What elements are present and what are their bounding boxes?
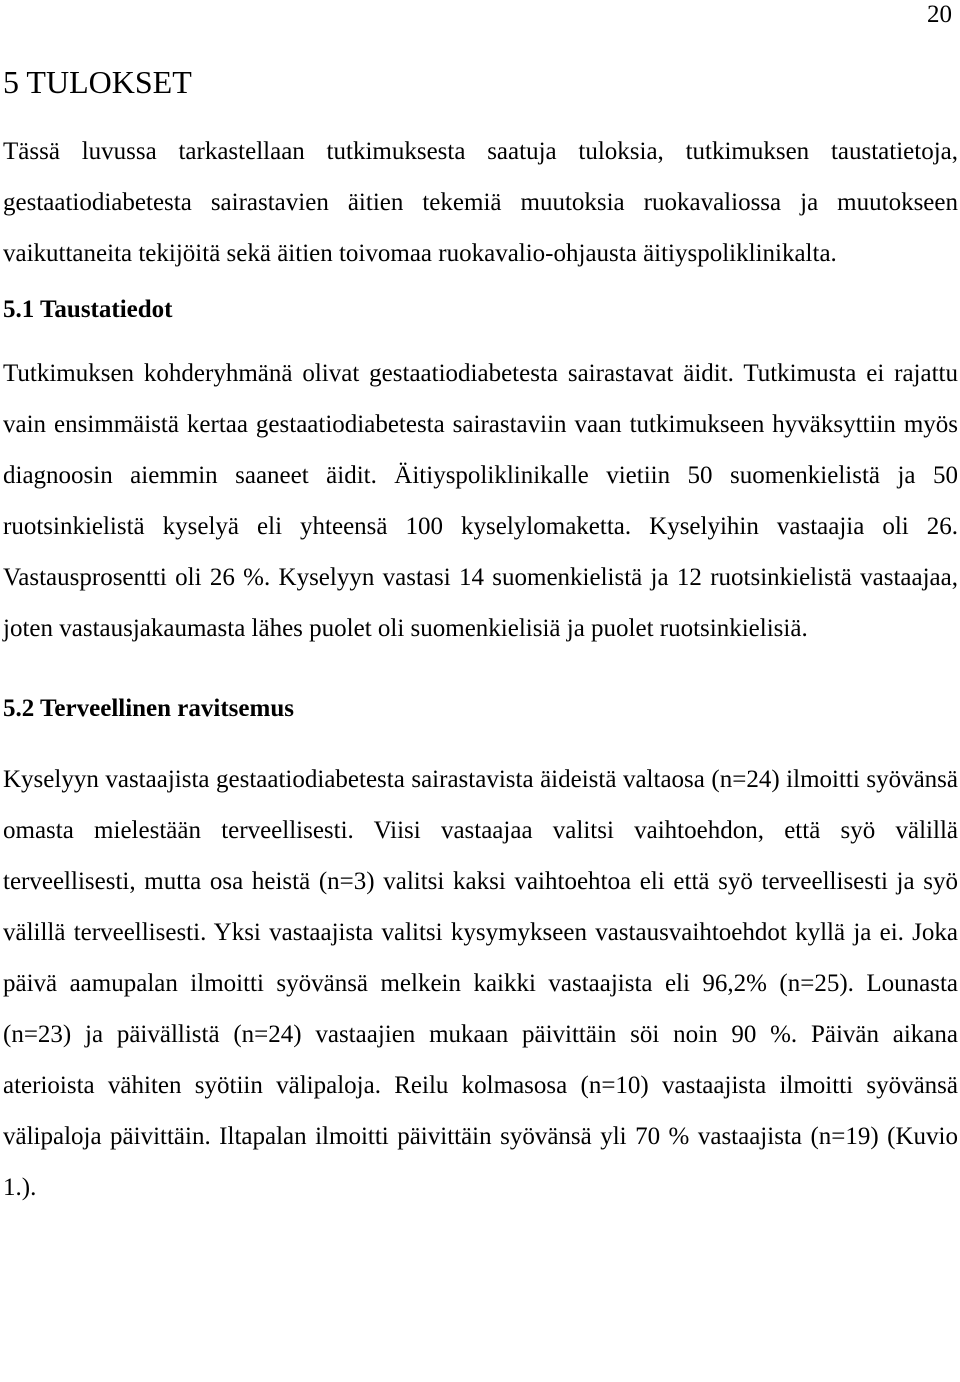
intro-paragraph: Tässä luvussa tarkastellaan tutkimuksesta saatuja tuloksia, tutkimuksen taustatietoja, gestaatiodiabetesta sairastavien äitien tekemiä muutoksia ruokavaliossa ja muutokseen vaikuttaneita tekijöitä sekä äitien toivomaa ruokavalio-ohjausta äitiyspoliklinikalta. [3, 138, 958, 267]
section-paragraph-taustatiedot: Tutkimuksen kohderyhmänä olivat gestaatiodiabetesta sairastavat äidit. Tutkimusta ei rajattu vain ensimmäistä kertaa gestaatiodiabetesta sairastaviin vaan tutkimukseen hyväksyttiin myös diagnoosin aiemmin saaneet äidit. Äitiyspoliklinikalle vietiin 50 suomenkielistä ja 50 ruotsinkielistä kyselyä eli yhteensä 100 kyselylomaketta. Kyselyihin vastaajia oli 26. Vastausprosentti oli 26 %. Kyselyyn vastasi 14 suomenkielistä ja 12 ruotsinkielistä vastaajaa, joten vastausjakaumasta lähes puolet oli suomenkielisiä ja puolet ruotsinkielisiä. [3, 360, 958, 642]
document-body [3, 62, 958, 1213]
page-number: 20 [927, 1, 952, 28]
section-title-terveellinen-ravitsemus: 5.2 Terveellinen ravitsemus [3, 695, 294, 722]
chapter-title: 5 TULOKSET [3, 64, 192, 100]
section-title-taustatiedot: 5.1 Taustatiedot [3, 296, 173, 323]
section-paragraph-terveellinen-ravitsemus: Kyselyyn vastaajista gestaatiodiabetesta sairastavista äideistä valtaosa (n=24) ilmoitti syövänsä omasta mielestään terveellisesti. Viisi vastaajaa valitsi vaihtoehdon, että syö välillä terveellisesti, mutta osa heistä (n=3) valitsi kaksi vaihtoehtoa eli että syö terveellisesti ja syö välillä terveellisesti. Yksi vastaajista valitsi kysymykseen vastausvaihtoehdot kyllä ja ei. Joka päivä aamupalan ilmoitti syövänsä melkein kaikki vastaajista eli 96,2% (n=25). Lounasta (n=23) ja päivällistä (n=24) vastaajien mukaan päivittäin söi noin 90 %. Päivän aikana aterioista vähiten syötiin välipaloja. Reilu kolmasosa (n=10) vastaajista ilmoitti syövänsä välipaloja päivittäin. Iltapalan ilmoitti päivittäin syövänsä yli 70 % vastaajista (n=19) (Kuvio 1.). [3, 766, 958, 1201]
